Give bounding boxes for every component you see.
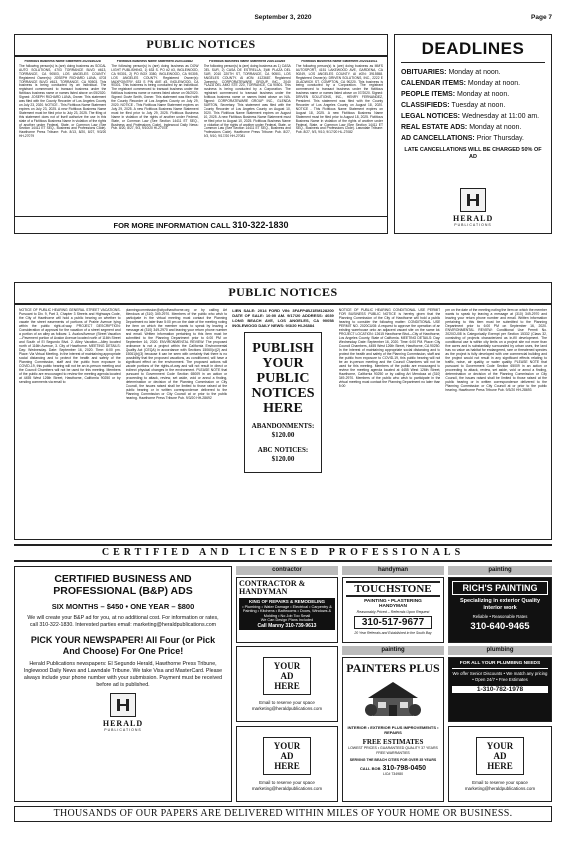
painters-call[interactable]: CALL BOB 310-798-0450: [359, 764, 427, 772]
notice-column-1: NOTICE OF PUBLIC HEARING GENERAL STREET VACATIONS. Pursuant to Div. 9, Part 3, Chapter 3 Streets and Highways Code, the City of Hawthorne will hold a public hearing on whether to vacate the street easements of portions of Prairie Avenue lying within the public right-of-way. PROJECT DESCRIPTION: Consideration of approval for the vacation of a street segment and a portion of an alley as follows: 1. Avalon/Avenue (Street Vacation—Pavement portion of Avalon Avenue located north of 116th Street and South of El Segundo Blvd. 2. Alley Vacation—Alley located north of 116th Avenue, 3. City of Hawthorne. MEETING DETAILS: Day: Wednesday. Date: September 16, 2020. Time: 6:00 pm. Place: Via Virtual Meeting. In the interest of maintaining appropriate social distancing and to protect the health and safety of the Planning Commission, staff and the public from exposure to COVID-19, this public hearing will not be an in-person meeting and the Council Chambers will not be used for this meeting. Members of the public are encouraged to review the meeting agenda located at 4455 West 126th Street, Hawthorne, California 90250 or by sending comments via email to: [19, 308, 121, 384]
notice-body: The following person(s) is (are) doing business as 1) CASA DEL SUR, 2) CASA DE ESTRELLA, 3)MI PLAZA DEL SUR, 2010 220TH ST, TORRANCE, CA 90501, LOS ANGELES COUNTY. AI #ON: 4123687. Registered Owner(s): CORPORATEWARE GROUP, INC., 2040 PLAZA DEL AMO STE 220, TORRANCE, CA 90501. This business is being conducted by a Corporation. The registrant commenced to transact business under the fictitious business name or names listed above on N/A. Signed: CORPORATEWARE GROUP INC., GLENDA BURTON, Secretary. This statement was filed with the County Recorder of Los Angeles County on August 10, 2020. This Fictitious Name Statement expires on August 10, 2025. A new Fictitious Business Name Statement must be filed prior to August 10, 2025. Fictitious Business Name in violation of the rights of another under Federal, State, or Common Law (See Section 14411 ET SEQ., Business and Professions Code). Hawthorne Press Tribune: Pub. 8/27, 9/3, 9/10, 9/17/20 HH-27081: [203, 63, 291, 139]
notice-body: The following person(s) is (are) doing business as DOW LIGHT PUBLISHING, 1) 633 S. PO #2 #3, INGLEWOOD, CA 90301, 2) PO BOX 3380, INGLEWOOD, CA 90305, LOS ANGELES COUNTY. Registered Owner(s): MAXPOINTRY, 633 S PIN AVE #3, INGLEWOOD, CA 90301. This business is being conducted by an Individual. The registrant commenced to transact business under the fictitious business name or names listed above on 05/2020. Signed: Dovie Smith, Owner. This statement was filed with the County Recorder of Los Angeles County on July 29, 2020. NOTICE - This Fictitious Name Statement expires on July 29, 2025. A new Fictitious Business Name Statement must be filed prior to July 29, 2025. Fictitious Business Name in violation of the rights of another under Federal, State, or Common Law (See Section 14411 ET SEQ., Business and Professions Code). Inglewood Daily News: Pub. 8/20, 8/27, 9/3, 9/10/20 HI-27078: [111, 63, 199, 131]
deadline-item: CALENDAR ITEMS: Monday at noon.: [401, 80, 521, 87]
painters-serving: SERVING THE BEACH CITIES FOR OVER 35 YEARS: [349, 758, 437, 762]
deadline-item: CLASSIFIEDS: Tuesday at noon.: [401, 102, 506, 109]
placeholder-headline: PUBLISH YOUR PUBLIC NOTICES HERE: [251, 341, 315, 416]
deadlines-title: DEADLINES: [401, 39, 545, 63]
painters-license: LIC# 734980: [382, 771, 404, 776]
deadlines-box: [394, 34, 552, 234]
your-ad-here-box: YOUR AD HERE: [263, 657, 312, 695]
notice-body: The following person(s) is (are) doing business as MM'S AUTOSPORT, 4151 LAKEWOOD AVE, GARDENA, CA 90249, LOS ANGELES COUNTY. AI #ON: 3915558. Registered Owner(s): DRIVEN SOLUTIONS, INC., 2222 E GLADWICK ST, COMPTON, CA 90220. This business is being conducted by a Corporation. The registrant commenced to transact business under the fictitious business name or names listed above on 07/2020. Signed: DRIVEN SOLUTIONS, INC., HENRY FERNANDEZ, President. This statement was filed with the County Recorder of Los Angeles County on August 18, 2020. NOTICE - This Fictitious Name Statement expires on August 18, 2025. A new Fictitious Business Name Statement must be filed prior to August 18, 2025. Fictitious Business Name in violation of the rights of another under Federal, State, or Common Law (See Section 14411 ET SEQ., Business and Professions Code). Lawndale Tribune: Pub. 8/27, 9/3, 9/10, 9/17/20 HL-27082: [295, 63, 383, 135]
page-header: [14, 14, 552, 26]
contractor-details: [239, 598, 335, 630]
notice-column-3: [232, 308, 334, 534]
herald-logo: [453, 188, 493, 227]
info-phone[interactable]: 310-322-1830: [232, 220, 289, 230]
plumbing-ad[interactable]: [448, 657, 552, 722]
richs-painting-ad[interactable]: [448, 577, 552, 643]
notice-column-5: pm on the date of the meeting noting the item on which the member wants to speak by leaving a message at (310) 349-2970 and leaving your return phone number and email. Written information pertaining to this item must be submitted to the Planning Department prior to 6:00 PM on September 16, 2020. ENVIRONMENTAL REVIEW: Conditional Use Permit No. 2020CU08 is Categorically Exempt per Section 15332 (Class 32, consisting of projects characterized as in-fill development. The conditional use is within city limits on a project site not more than five acres and is substantially surrounded by urban uses, the land has no value as habitat for endangered, rare or threatened species as the project is fully developed with one commercial building and the project would not result in any significant effects relating to traffic, noise, air quality, or water quality. PLEASE NOTE that pursuant to Government Code Section 65009 in an action or proceeding to attack, review, set aside, void or annul a finding, determination or decision of the Planning Commission or City Council, the issues raised shall be limited to those raised at the public hearing or in written correspondence delivered to the Planning Commission or City Council at or prior to the public hearing. Hawthorne Press Tribune Pub. 9/3/20 HH-28693: [445, 308, 547, 392]
deadline-item: REAL ESTATE ADS: Monday at noon.: [401, 124, 522, 131]
notice-column-3: [204, 60, 291, 217]
page-number: Page 7: [531, 14, 552, 21]
your-ad-here-placeholder[interactable]: [448, 726, 552, 802]
bp-ads-box: [14, 566, 232, 802]
notice-column-2: planningcommission@cityofhawthorne.org or by calling Art Mendoza at (310) 349-2970. Members of the public who wish to participate in the virtual meeting must contact the Planning Department no later than 5:00 pm on the date of the meeting noting the item on which the member wants to speak by leaving a message at (310) 349-2970 and leaving your return phone number and email. Written information pertaining to this item must be submitted to the Planning Department prior to 6:00 PM on September 16, 2020. ENVIRONMENTAL REVIEW: The proposed ordinance is not a project within the California Environmental Quality Act (CEQA) in accordance with Sections 15060(c)(2) and 15061(b)(3) because it can be seen with certainty that there is no possibility that the proposed vacations, as conditioned, will have a significant effect on the environment. The proposed actions will vacate portions of the rights-of-way and will not result in direct or indirect physical changes in the environment. PLEASE NOTE that pursuant to Government Code Section 65009 in an action or proceeding to attack, review, set aside, void or annul a finding, determination or decision of the Planning Commission or City Council, the issues raised shall be limited to those raised at the public hearing or in written correspondence delivered to the Planning Commission or City Council at or prior to the public hearing. Hawthorne Press Tribune Pub. 9/3/20 HH-28692: [125, 308, 228, 400]
touchstone-tagline: Reasonably Priced – Referrals Upon Request: [356, 610, 430, 614]
contractor-headline: KING OF REPAIRS & REMODELING: [249, 599, 325, 604]
notice-column-4: NOTICE OF PUBLIC HEARING CONDITIONAL USE PERMIT FOR BUSINESS PUBLIC NOTICE is hereby given that the Planning Commission of the City of Hawthorne will hold a public hearing to consider the following matter: CONDITIONAL USE PERMIT NO. 2020CU08: A request to approve the operation of an existing warehouse onto an adjacent vacant site on the same lot. PROJECT LOCATION: 12615 Hawthorne Blvd—City of Hawthorne, Los Angeles County, State of California. MEETING DETAILS: Day: Wednesday. Date: September 16, 2020. Time: 6:00 PM. Place: City Council Chambers, 4455 West 126th Street, Hawthorne, CA 90250. In the interest of maintaining appropriate social distancing and to protect the health and safety of the Planning Commission, staff and the public from exposure to COVID-19, this public hearing will not be an in-person meeting and the Council Chambers will not be used for this meeting. Members of the public are encouraged to review the meeting agenda located at 4455 West 126th Street, Hawthorne, California 90250 or by calling Art Mendoza at (310) 349-2970. Members of the public who wish to participate in the virtual meeting must contact the Planning Department no later than 5:00: [338, 308, 441, 388]
placeholder-abandonments: ABANDONMENTS: $120.00: [251, 422, 315, 439]
contractor-call[interactable]: Call Manny 310-739-9613: [257, 622, 317, 629]
notice-column-1: [19, 60, 106, 217]
notice-heading: Fictitious Business Name Statement 2020134265: [209, 60, 286, 63]
delivery-tagline: THOUSANDS OF OUR PAPERS ARE DELIVERED WITHIN MILES OF YOUR HOME OR BUSINESS.: [14, 806, 552, 822]
category-header-plumbing: plumbing: [448, 646, 552, 655]
touchstone-footer: 20 Year Referrals and Established in the South Bay: [354, 631, 432, 635]
bp-title: CERTIFIED BUSINESS AND PROFESSIONAL (B&P) ADS: [53, 573, 193, 597]
reserve-email[interactable]: Email to reserve your space marketing@heraldpublications.com: [251, 780, 323, 791]
category-header-handyman: handyman: [342, 566, 444, 575]
notice-heading: Fictitious Business Name Statement 2020144011: [301, 60, 378, 63]
your-ad-here-box: YOUR AD HERE: [476, 737, 525, 775]
reserve-email[interactable]: Email to reserve your space marketing@heraldpublications.com: [464, 780, 536, 791]
bp-pick-newspaper: PICK YOUR NEWSPAPER! All Four (or Pick And Choose) For One Price!: [30, 635, 216, 656]
plumbing-offers: We offer Senior Discounts • We match any pricing • Open 24/7 • Free Estimates: [452, 671, 548, 682]
rich-rates: Reliable • Reasonable Rates: [472, 614, 528, 619]
touchstone-phone[interactable]: 310-517-9677: [354, 616, 432, 629]
late-cancellation-note: LATE CANCELLATIONS WILL BE CHARGED 50% OF AD: [404, 147, 542, 160]
house-icon: [363, 678, 423, 718]
logo-icon: [460, 188, 486, 212]
deadline-item: AD CANCELLATIONS: Prior Thursday.: [401, 135, 524, 142]
bp-price: SIX MONTHS – $450 • ONE YEAR – $800: [51, 602, 195, 611]
category-header-contractor: contractor: [236, 566, 338, 575]
logo-sub: PUBLICATIONS: [104, 728, 142, 732]
painters-services: INTERIOR • EXTERIOR PLUS IMPROVEMENTS • REPAIRS: [347, 725, 439, 735]
deadline-item: LEGAL NOTICES: Wednesday at 11:00 am.: [401, 113, 540, 120]
bp-details: Herald Publications newspapers: El Segundo Herald, Hawthorne Press Tribune, Inglewood Daily News and Lawndale Tribune. We take Visa and MasterCard. Please always include your phone number with your submission. Payment must be received before ad is published.: [23, 661, 223, 688]
contractor-services: • Plumbing • Water Damage • Electrical • Carpentry & Painting • Kitchens • Bathrooms • Doors, Windows & Molding • No Job Too Small: [242, 604, 332, 618]
plumbing-title: FOR ALL YOUR PLUMBING NEEDS: [452, 661, 548, 669]
info-line: [15, 216, 387, 233]
category-header-painting: painting: [342, 646, 444, 655]
section-title: PUBLIC NOTICES: [15, 35, 387, 57]
your-ad-here-box: YOUR AD HERE: [263, 737, 312, 775]
publish-here-placeholder: [244, 332, 322, 473]
touchstone-handyman: HANDYMAN: [379, 604, 407, 609]
category-header-painting: painting: [448, 566, 552, 575]
notice-body: The following person(s) is (are) doing business as SOCAL AUTO SOLUTIONS, 4703 TORRANCE BLVD #613, TORRANCE, CA 90503, LOS ANGELES COUNTY. Registered Owner(s): JOSEPH RICHARD LUNA, 4703 TORRANCE BLVD #613, TORRANCE, CA 90503. This business is being conducted by an Individual. The registrant commenced to transact business under the fictitious business name or names listed above on 05/2020. Signed: JOSEPH RICHARD LUNA, Owner. This statement was filed with the County Recorder of Los Angeles County on July 23, 2020. NOTICE - This Fictitious Name Statement expires on July 23, 2025. A new Fictitious Business Name Statement must be filed prior to July 23, 2025. The filing of this statement does not of itself authorize the use in this state of a Fictitious Business Name in violation of the rights of another under Federal, State, or Common Law (See Section 14411 ET SEQ., Business and Professions Code). Hawthorne Press Tribune: Pub. 8/13, 8/20, 8/27, 9/3/20 HH-27079: [19, 63, 107, 139]
notice-heading: Fictitious Business Name Statement 2020133682: [116, 60, 193, 63]
notice-column-4: [296, 60, 383, 217]
rich-specialty: Specializing in exterior Quality interior work: [459, 598, 541, 611]
logo-sub: PUBLICATIONS: [454, 223, 492, 227]
herald-logo: [23, 693, 223, 732]
logo-name: HERALD: [453, 214, 494, 223]
rich-phone[interactable]: 310-640-9465: [470, 621, 530, 632]
contractor-title: CONTRACTOR & HANDYMAN: [239, 579, 306, 596]
notice-column-2: [111, 60, 198, 217]
painters-plus-ad[interactable]: [342, 657, 444, 802]
rich-name: RICH'S PAINTING: [452, 581, 548, 595]
placeholder-abc: ABC NOTICES: $120.00: [257, 446, 309, 463]
public-notices-bottom: [14, 282, 552, 540]
touchstone-ad[interactable]: [342, 577, 444, 643]
logo-icon: [110, 693, 136, 717]
bp-info: We will create your B&P ad for you, at no additional cost. For information or rates, call 310-322-1830. Interested parties email: marketing@heraldpublications.com: [27, 615, 219, 628]
lien-sale-notice: LIEN SALE: 2014 FORD VIN: 3FAFP4BJ1EM128200 DATE OF SALE: 10:00 AM. 9/17/20 ADDRESS: 4039 LONG BEACH AVE, LOS ANGELES, CA 90058 INGLEWOOD DAILY NEWS: 9/3/20 HI-26884: [232, 308, 334, 328]
reserve-email[interactable]: Email to reserve your space marketing@heraldpublications.com: [251, 700, 323, 711]
info-label: FOR MORE INFORMATION CALL: [113, 221, 231, 230]
contractor-ad[interactable]: [236, 577, 338, 643]
section-title: PUBLIC NOTICES: [15, 283, 551, 305]
plumbing-phone[interactable]: 1-310-782-1978: [452, 686, 548, 693]
painters-guarantee: LOWEST PRICES • GUARANTEED QUALITY 37 YEARS FREE WARRANTIES: [348, 746, 438, 755]
painters-name: PAINTERS PLUS: [346, 661, 440, 675]
professionals-banner: CERTIFIED AND LICENSED PROFESSIONALS: [14, 544, 552, 562]
painters-free-estimates: FREE ESTIMATES: [362, 738, 424, 746]
deadline-item: PEOPLE ITEMS: Monday at noon.: [401, 91, 510, 98]
deadline-item: OBITUARIES: Monday at noon.: [401, 69, 501, 76]
logo-name: HERALD: [102, 719, 144, 728]
issue-date: September 3, 2020: [254, 14, 312, 21]
your-ad-here-placeholder[interactable]: [236, 726, 338, 802]
public-notices-top: [14, 34, 388, 234]
contractor-plans: We Can Design Plans Included: [260, 618, 314, 622]
touchstone-services: PAINTING • PLASTERING: [364, 599, 422, 604]
your-ad-here-placeholder[interactable]: [236, 646, 338, 722]
notice-heading: Fictitious Business Name Statement 2020160228: [24, 60, 101, 63]
touchstone-name: TOUCHSTONE: [346, 581, 440, 597]
